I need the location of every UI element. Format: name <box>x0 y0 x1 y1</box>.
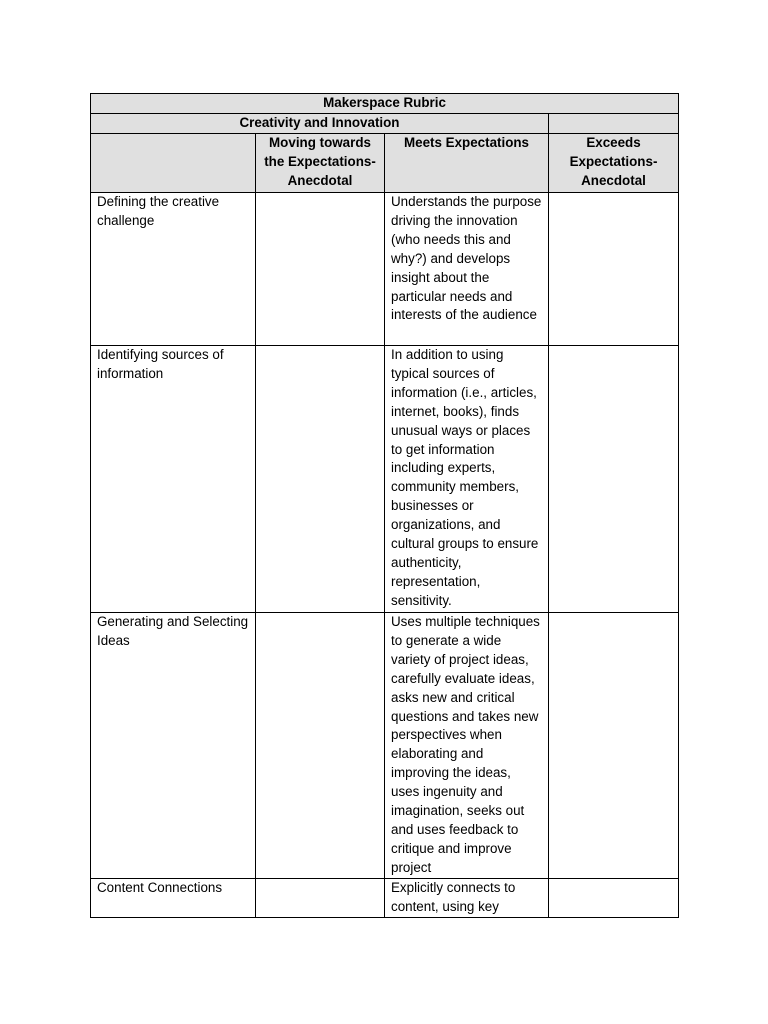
meets-cell: Uses multiple techniques to generate a wide variety of project ideas, carefully evaluate ideas, asks new and critical questions and takes new perspectives when elaborating and improving the ideas, uses ingenuity and imagination, seeks out and uses feedback to critique and improve project <box>385 613 549 879</box>
column-header-row <box>91 134 679 193</box>
makerspace-rubric-table <box>90 93 679 918</box>
column-header-exceeds: Exceeds Expectations-Anecdotal <box>549 134 679 193</box>
table-row <box>91 879 679 918</box>
criterion-cell: Identifying sources of information <box>91 346 256 613</box>
rubric-title: Makerspace Rubric <box>91 94 679 114</box>
column-header-meets: Meets Expectations <box>385 134 549 193</box>
criterion-cell: Defining the creative challenge <box>91 193 256 346</box>
rubric-section-title: Creativity and Innovation <box>91 114 549 134</box>
moving-cell <box>256 346 385 613</box>
criterion-cell: Content Connections <box>91 879 256 918</box>
table-row <box>91 346 679 613</box>
rubric-title-row <box>91 94 679 114</box>
meets-cell: Explicitly connects to content, using key <box>385 879 549 918</box>
meets-cell: In addition to using typical sources of information (i.e., articles, internet, books), finds unusual ways or places to get information including experts, community members, businesses or organizations, and cultural groups to ensure authenticity, representation, sensitivity. <box>385 346 549 613</box>
column-header-criteria <box>91 134 256 193</box>
column-header-moving: Moving towards the Expectations-Anecdotal <box>256 134 385 193</box>
moving-cell <box>256 613 385 879</box>
exceeds-cell <box>549 879 679 918</box>
moving-cell <box>256 193 385 346</box>
exceeds-cell <box>549 193 679 346</box>
table-row <box>91 193 679 346</box>
exceeds-cell <box>549 613 679 879</box>
exceeds-cell <box>549 346 679 613</box>
moving-cell <box>256 879 385 918</box>
rubric-section-blank <box>549 114 679 134</box>
criterion-cell: Generating and Selecting Ideas <box>91 613 256 879</box>
table-row <box>91 613 679 879</box>
rubric-section-row <box>91 114 679 134</box>
meets-cell: Understands the purpose driving the innovation (who needs this and why?) and develops insight about the particular needs and interests of the audience <box>385 193 549 346</box>
